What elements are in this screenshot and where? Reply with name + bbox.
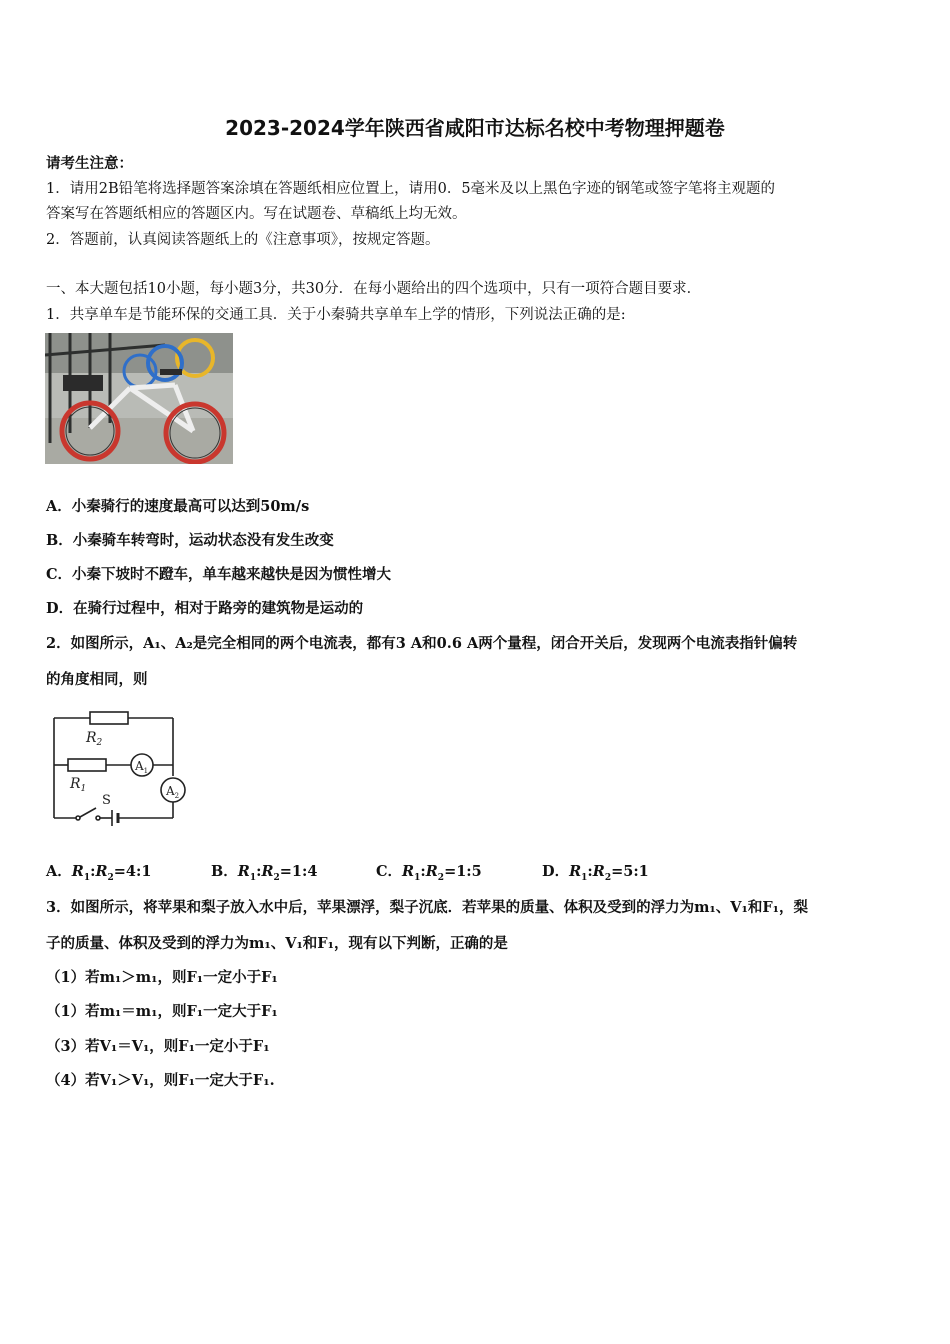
bicycles-illustration (45, 333, 233, 464)
circuit-diagram (46, 704, 191, 830)
question-3-judgement-4: （4）若V₁＞V₁，则F₁一定大于F₁. (46, 1072, 275, 1089)
notice-item-1-line-1: 1．请用2B铅笔将选择题答案涂填在答题纸相应位置上，请用0．5毫米及以上黑色字迹的钢笔或签字笔将主观题的 (46, 181, 776, 197)
label-a2: $A_2$ (166, 784, 180, 800)
section-1-heading: 一、本大题包括10小题，每小题3分，共30分．在每小题给出的四个选项中，只有一项符合题目要求． (46, 281, 702, 297)
notice-heading: 请考生注意： (46, 155, 133, 172)
question-3-stem-line-1: 3．如图所示，将苹果和梨子放入水中后，苹果漂浮，梨子沉底．若苹果的质量、体积及受到的浮力为m₁、V₁和F₁，梨 (46, 899, 809, 916)
question-1-option-b: B．小秦骑车转弯时，运动状态没有发生改变 (46, 532, 334, 549)
question-3-judgement-2: （1）若m₁＝m₁，则F₁一定大于F₁ (46, 1003, 278, 1020)
exam-title: 2023-2024学年陕西省咸阳市达标名校中考物理押题卷 (225, 116, 725, 140)
question-1-option-d: D．在骑行过程中，相对于路旁的建筑物是运动的 (46, 600, 364, 617)
resistor-r1 (68, 759, 106, 771)
question-3-judgement-1: （1）若m₁＞m₁，则F₁一定小于F₁ (46, 969, 278, 986)
question-1-stem: 1．共享单车是节能环保的交通工具．关于小秦骑共享单车上学的情形，下列说法正确的是: (46, 307, 626, 323)
switch-s (80, 808, 96, 817)
notice-item-2: 2．答题前，认真阅读答题纸上的《注意事项》，按规定答题。 (46, 232, 440, 248)
label-a1: $A_1$ (135, 759, 149, 775)
notice-item-1-line-2: 答案写在答题纸相应的答题区内。写在试题卷、草稿纸上均无效。 (46, 206, 467, 222)
question-2-option-a: A．$R_1:R_2=4:1$ (46, 863, 152, 883)
label-switch: S (102, 793, 111, 808)
question-1-option-c: C．小秦下坡时不蹬车，单车越来越快是因为惯性增大 (46, 566, 392, 583)
question-2-stem-line-2: 的角度相同，则 (46, 671, 148, 688)
question-3-stem-line-2: 子的质量、体积及受到的浮力为m₁、V₁和F₁，现有以下判断，正确的是 (46, 935, 508, 952)
question-2-option-b: B．$R_1:R_2=1:4$ (211, 863, 318, 883)
label-r1: $R_1$ (70, 776, 87, 794)
question-2-option-d: D．$R_1:R_2=5:1$ (542, 863, 649, 883)
question-2-option-c: C．$R_1:R_2=1:5$ (376, 863, 482, 883)
resistor-r2 (90, 712, 128, 724)
question-1-option-a: A．小秦骑行的速度最高可以达到50m/s (46, 498, 310, 515)
bicycles-photo (45, 333, 233, 464)
question-2-stem-line-1: 2．如图所示，A₁、A₂是完全相同的两个电流表，都有3 A和0.6 A两个量程，闭合开关后，发现两个电流表指针偏转 (46, 635, 798, 652)
label-r2: $R_2$ (86, 730, 103, 748)
question-3-judgement-3: （3）若V₁＝V₁，则F₁一定小于F₁ (46, 1038, 270, 1055)
